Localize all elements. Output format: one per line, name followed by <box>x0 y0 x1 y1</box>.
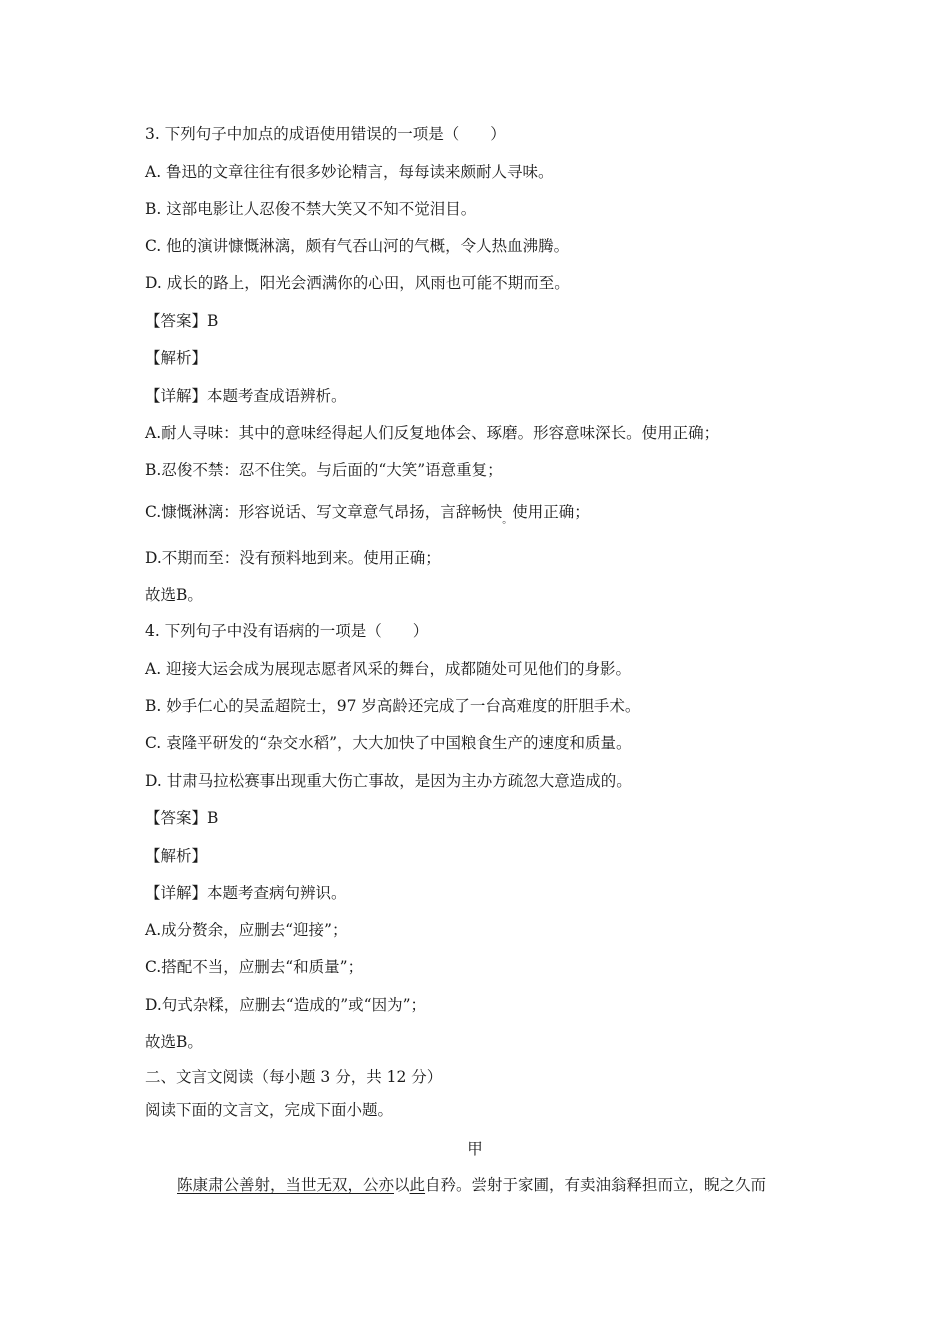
q4-option-d: D. 甘肃马拉松赛事出现重大伤亡事故，是因为主办方疏忽大意造成的。 <box>145 772 632 790</box>
q3-explain-c-text: C.慷慨淋漓：形容说话、写文章意气昂扬，言辞畅快 <box>145 503 503 521</box>
passage-first-line <box>177 1175 766 1195</box>
q3-explain-c-period: 。 <box>502 515 513 526</box>
q3-conclusion: 故选B。 <box>145 586 203 604</box>
q3-answer: 【答案】B <box>145 312 219 330</box>
q4-option-b: B. 妙手仁心的吴孟超院士，97 岁高龄还完成了一台高难度的肝胆手术。 <box>145 697 641 715</box>
q3-option-a: A. 鲁迅的文章往往有很多妙论精言，每每读来颇耐人寻味。 <box>145 163 554 181</box>
q4-explain-d: D.句式杂糅，应删去“造成的”或“因为”； <box>145 996 426 1014</box>
passage-mid: 以 <box>394 1176 410 1194</box>
q3-explain-c <box>145 502 590 531</box>
q4-explain-a: A.成分赘余，应删去“迎接”； <box>145 921 348 939</box>
section2-instruction: 阅读下面的文言文，完成下面小题。 <box>145 1101 394 1119</box>
passage-underlined-2: 此 <box>409 1176 426 1194</box>
q3-explain-a: A.耐人寻味：其中的意味经得起人们反复地体会、琢磨。形容意味深长。使用正确； <box>145 424 720 442</box>
q4-option-c: C. 袁隆平研发的“杂交水稻”，大大加快了中国粮食生产的速度和质量。 <box>145 734 632 752</box>
q3-stem: 3. 下列句子中加点的成语使用错误的一项是（ ） <box>145 125 506 143</box>
q4-conclusion: 故选B。 <box>145 1033 203 1051</box>
q4-answer: 【答案】B <box>145 809 219 827</box>
q4-analysis-label: 【解析】 <box>145 847 208 865</box>
q4-explain-c: C.搭配不当，应删去“和质量”； <box>145 958 364 976</box>
q3-explain-d: D.不期而至：没有预料地到来。使用正确； <box>145 549 441 567</box>
q3-explain-b: B.忍俊不禁：忍不住笑。与后面的“大笑”语意重复； <box>145 461 503 479</box>
q4-stem: 4. 下列句子中没有语病的一项是（ ） <box>145 622 429 640</box>
q3-analysis-label: 【解析】 <box>145 349 208 367</box>
q3-detail: 【详解】本题考查成语辨析。 <box>145 387 347 405</box>
section2-heading: 二、文言文阅读（每小题 3 分，共 12 分） <box>145 1068 443 1086</box>
q4-detail: 【详解】本题考查病句辨识。 <box>145 884 347 902</box>
q3-option-d: D. 成长的路上，阳光会洒满你的心田，风雨也可能不期而至。 <box>145 274 570 292</box>
passage-rest: 自矜。尝射于家圃，有卖油翁释担而立，睨之久而 <box>425 1176 767 1194</box>
passage-title: 甲 <box>467 1140 483 1158</box>
q3-option-c: C. 他的演讲慷慨淋漓，颇有气吞山河的气概，令人热血沸腾。 <box>145 237 570 255</box>
q4-option-a: A. 迎接大运会成为展现志愿者风采的舞台，成都随处可见他们的身影。 <box>145 660 632 678</box>
q3-explain-c-tail: 使用正确； <box>512 503 590 521</box>
passage-underlined-1: 陈康肃公善射，当世无双，公亦 <box>177 1176 395 1194</box>
q3-option-b: B. 这部电影让人忍俊不禁大笑又不知不觉泪目。 <box>145 200 477 218</box>
